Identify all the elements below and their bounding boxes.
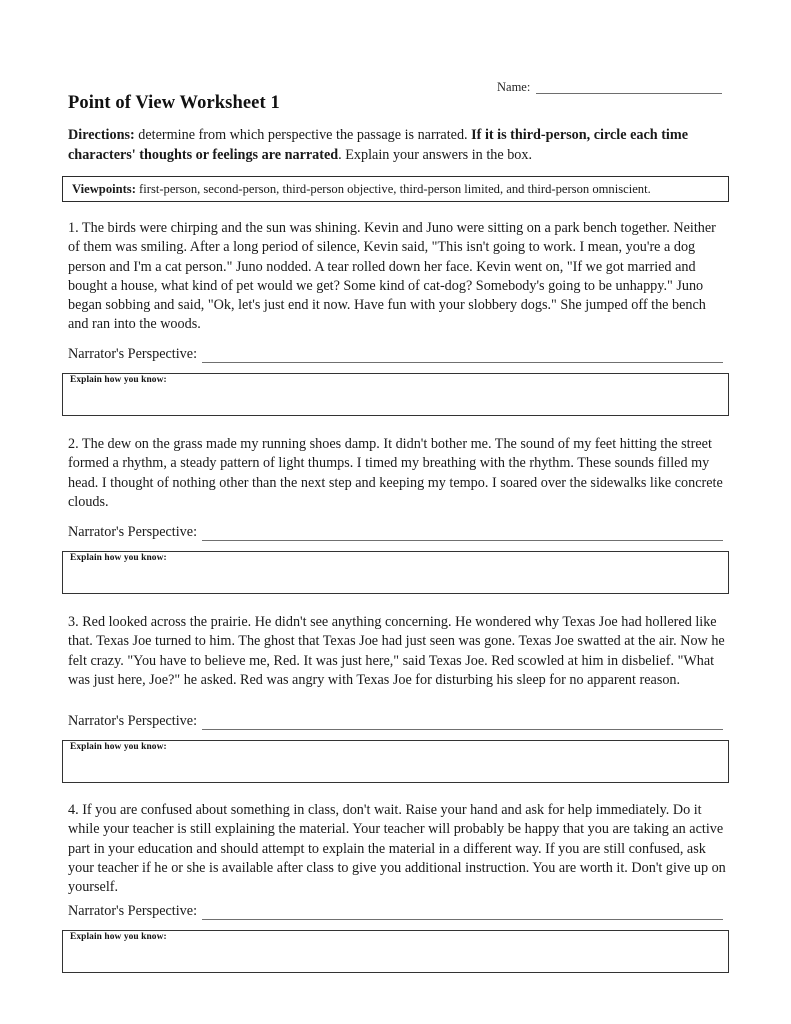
explain-label-2: Explain how you know: (70, 553, 167, 563)
explain-box-1[interactable] (62, 373, 729, 416)
directions-bold-instruction: If it is third-person, circle each time characters' thoughts or feelings are narrated (68, 127, 688, 163)
directions-paragraph (68, 126, 730, 165)
passage-3-text: 3. Red looked across the prairie. He didn't see anything concerning. He wondered why Texas Joe had hollered like that. Texas Joe turned to him. The ghost that Texas Joe had just seen was gone. Texas Joe swatted at the air. Now he felt crazy. "You have to believe me, Red. It was just here," said Texas Joe. Red scowled at him in disbelief. "What was just here, Joe?" he asked. Red was angry with Texas Joe for disturbing his sleep for no apparent reason. (68, 614, 725, 688)
viewpoints-label: Viewpoints: (72, 182, 136, 196)
passage-2-text: 2. The dew on the grass made my running shoes damp. It didn't bother me. The sound of my feet hitting the street formed a rhythm, a steady pattern of light thumps. I timed my breathing with the rhythm. These sounds filled my head. I thought of nothing other than the next step and keeping my tempo. I soared over the sidewalks like concrete clouds. (68, 436, 723, 510)
directions-text-part-two: . Explain your answers in the box. (338, 146, 533, 163)
perspective-label-4: Narrator's Perspective: (68, 903, 198, 919)
perspective-input-3[interactable] (202, 714, 723, 730)
passage-1-text: 1. The birds were chirping and the sun was shining. Kevin and Juno were sitting on a park bench together. Neither of them was smiling. After a long period of silence, Kevin said, "This isn't going to work. I mean, you're a dog person and I'm a cat person." Juno nodded. A tear rolled down her face. Kevin went on, "If we got married and bought a house, what kind of pet would we get? Some kind of cat-dog? Somebody's going to be unhappy." Juno began sobbing and said, "Ok, let's just end it now. Have fun with your slobbery dogs." She jumped off the bench and ran into the woods. (68, 220, 716, 333)
directions-label: Directions: (68, 127, 135, 143)
passage-1-perspective-row (68, 346, 723, 363)
perspective-label-1: Narrator's Perspective: (68, 346, 198, 362)
directions-text-part-one: determine from which perspective the passage is narrated. (134, 127, 472, 143)
perspective-input-4[interactable] (202, 904, 723, 920)
viewpoints-text (63, 182, 651, 196)
explain-label-4: Explain how you know: (70, 932, 167, 942)
perspective-input-2[interactable] (202, 525, 723, 541)
name-field-row (497, 80, 722, 94)
explain-label-3: Explain how you know: (70, 742, 167, 752)
passage-3-perspective-row (68, 713, 723, 730)
passage-2-perspective-row (68, 524, 723, 541)
perspective-input-1[interactable] (202, 347, 723, 363)
viewpoints-list: first-person, second-person, third-person objective, third-person limited, and third-person omniscient. (135, 182, 651, 196)
name-label: Name: (497, 80, 531, 94)
explain-box-4[interactable] (62, 930, 729, 973)
page-title: Point of View Worksheet 1 (68, 93, 280, 113)
name-input-blank[interactable] (536, 80, 722, 94)
explain-box-3[interactable] (62, 740, 729, 783)
viewpoints-box (62, 176, 729, 202)
explain-label-1: Explain how you know: (70, 375, 167, 385)
explain-box-2[interactable] (62, 551, 729, 594)
perspective-label-3: Narrator's Perspective: (68, 713, 198, 729)
perspective-label-2: Narrator's Perspective: (68, 524, 198, 540)
passage-4-perspective-row (68, 903, 723, 920)
passage-4-text: 4. If you are confused about something in class, don't wait. Raise your hand and ask for help immediately. Do it while your teacher is still explaining the material. Your teacher will probably be happy that you are taking an active part in your education and should attempt to explain the material in a different way. If you are still confused, ask your teacher if he or she is available after class to give you additional instruction. You are worth it. Don't give up on yourself. (68, 802, 726, 896)
